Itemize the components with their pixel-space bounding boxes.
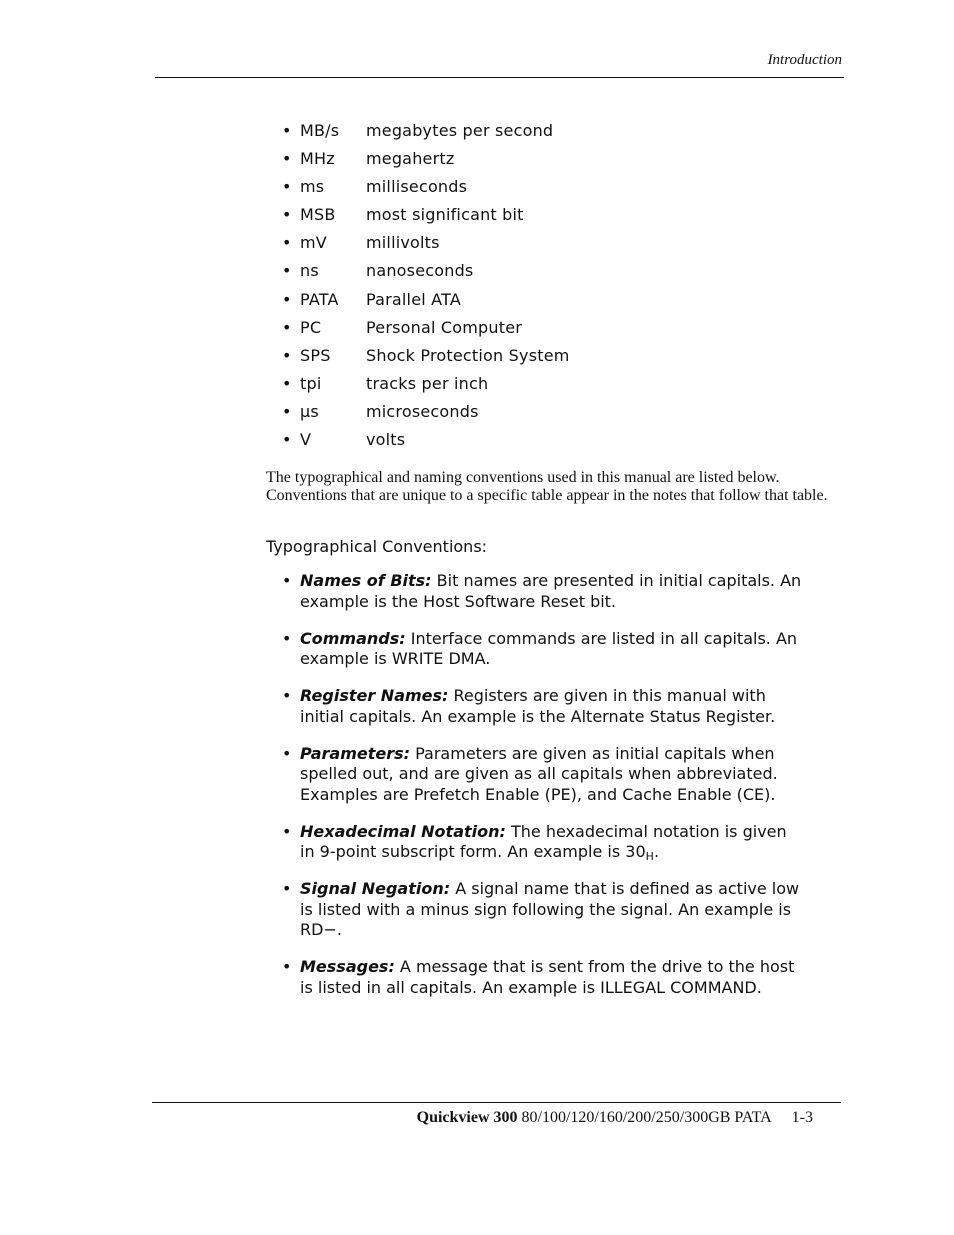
bullet-icon: •: [282, 957, 292, 976]
abbreviation-meaning: megahertz: [366, 149, 455, 169]
footer-models: 80/100/120/160/200/250/300GB PATA: [517, 1109, 772, 1126]
bullet-icon: •: [282, 430, 292, 450]
convention-term: Parameters:: [300, 743, 411, 763]
abbreviation-term: tpi: [300, 373, 322, 393]
convention-item: [282, 744, 802, 806]
abbreviation-meaning: Shock Protection System: [366, 345, 570, 365]
convention-term: Names of Bits:: [300, 571, 432, 590]
abbreviation-term: MB/s: [300, 121, 340, 140]
abbreviation-item: [282, 345, 570, 373]
convention-text-tail: .: [653, 842, 660, 861]
abbreviation-term: µs: [300, 401, 319, 421]
hex-subscript: H: [645, 850, 654, 863]
bullet-icon: •: [282, 345, 292, 365]
convention-item: [282, 571, 802, 612]
header-rule: [155, 77, 844, 78]
bullet-icon: •: [282, 205, 292, 225]
abbreviation-item: [282, 176, 570, 204]
footer-product-name: Quickview 300: [416, 1109, 518, 1126]
abbreviation-meaning: Personal Computer: [366, 317, 523, 337]
bullet-icon: •: [282, 317, 292, 337]
abbreviation-item: [282, 148, 570, 176]
convention-text: A message that is sent from the drive to the host is listed in all capitals. An example is ILLEGAL COMMAND.: [300, 957, 795, 997]
convention-text: Interface commands are listed in all capitals. An example is WRITE DMA.: [300, 628, 798, 668]
abbreviation-term: MHz: [300, 149, 335, 169]
abbreviation-meaning: nanoseconds: [366, 261, 474, 281]
abbreviation-item: [282, 120, 570, 148]
abbreviation-item: [282, 401, 570, 429]
convention-text: A signal name that is defined as active low is listed with a minus sign following the signal. An example is RD−.: [300, 879, 800, 939]
convention-term: Signal Negation:: [300, 879, 451, 898]
convention-term: Messages:: [300, 957, 395, 976]
intro-paragraph: The typographical and naming conventions used in this manual are listed below. Conventions that are unique to a specific table appear in the notes that follow that table.: [266, 469, 828, 504]
abbreviation-meaning: megabytes per second: [366, 121, 554, 140]
abbreviation-item: [282, 373, 570, 401]
bullet-icon: •: [282, 571, 292, 590]
convention-item: [282, 686, 802, 727]
convention-item: [282, 957, 802, 998]
abbreviation-term: V: [300, 430, 312, 450]
abbreviation-meaning: volts: [366, 430, 406, 450]
bullet-icon: •: [282, 233, 292, 253]
abbreviation-term: PC: [300, 317, 322, 337]
bullet-icon: •: [282, 879, 292, 898]
abbreviation-term: ms: [300, 177, 325, 197]
convention-term: Register Names:: [300, 686, 449, 705]
bullet-icon: •: [282, 121, 292, 140]
bullet-icon: •: [282, 628, 292, 648]
abbreviation-item: [282, 317, 570, 345]
running-header-title: Introduction: [767, 52, 842, 68]
abbreviation-item: [282, 232, 570, 260]
abbreviation-list: [282, 120, 570, 457]
abbreviation-item: [282, 289, 570, 317]
bullet-icon: •: [282, 289, 292, 309]
convention-text: Bit names are presented in initial capitals. An example is the Host Software Reset bit.: [300, 571, 802, 611]
abbreviation-meaning: tracks per inch: [366, 373, 489, 393]
convention-text: Parameters are given as initial capitals when spelled out, and are given as all capitals when abbreviated. Examples are Prefetch Enable (PE), and Cache Enable (CE).: [300, 743, 778, 804]
convention-item: [282, 629, 802, 670]
conventions-heading: Typographical Conventions:: [266, 537, 488, 556]
abbreviation-term: PATA: [300, 289, 339, 309]
bullet-icon: •: [282, 177, 292, 197]
bullet-icon: •: [282, 149, 292, 169]
bullet-icon: •: [282, 743, 292, 763]
convention-text: Registers are given in this manual with initial capitals. An example is the Alternate Status Register.: [300, 686, 776, 726]
convention-item: [282, 879, 802, 941]
abbreviation-item: [282, 204, 570, 232]
abbreviation-item: [282, 429, 570, 457]
bullet-icon: •: [282, 821, 292, 841]
abbreviation-meaning: microseconds: [366, 401, 479, 421]
abbreviation-term: ns: [300, 261, 319, 281]
convention-text: The hexadecimal notation is given in 9-point subscript form. An example is 30: [300, 821, 787, 861]
abbreviation-meaning: millivolts: [366, 233, 440, 253]
bullet-icon: •: [282, 401, 292, 421]
page-footer: [417, 1109, 813, 1127]
conventions-list: [282, 571, 802, 1015]
convention-term: Commands:: [300, 628, 406, 648]
convention-term: Hexadecimal Notation:: [300, 821, 506, 841]
abbreviation-term: SPS: [300, 345, 331, 365]
abbreviation-term: MSB: [300, 205, 336, 225]
page-number: 1-3: [791, 1109, 813, 1126]
bullet-icon: •: [282, 686, 292, 705]
footer-rule: [152, 1102, 841, 1103]
abbreviation-meaning: Parallel ATA: [366, 289, 461, 309]
abbreviation-term: mV: [300, 233, 327, 253]
abbreviation-meaning: milliseconds: [366, 177, 468, 197]
abbreviation-item: [282, 260, 570, 288]
bullet-icon: •: [282, 373, 292, 393]
convention-item: [282, 822, 802, 863]
bullet-icon: •: [282, 261, 292, 281]
abbreviation-meaning: most significant bit: [366, 205, 524, 225]
